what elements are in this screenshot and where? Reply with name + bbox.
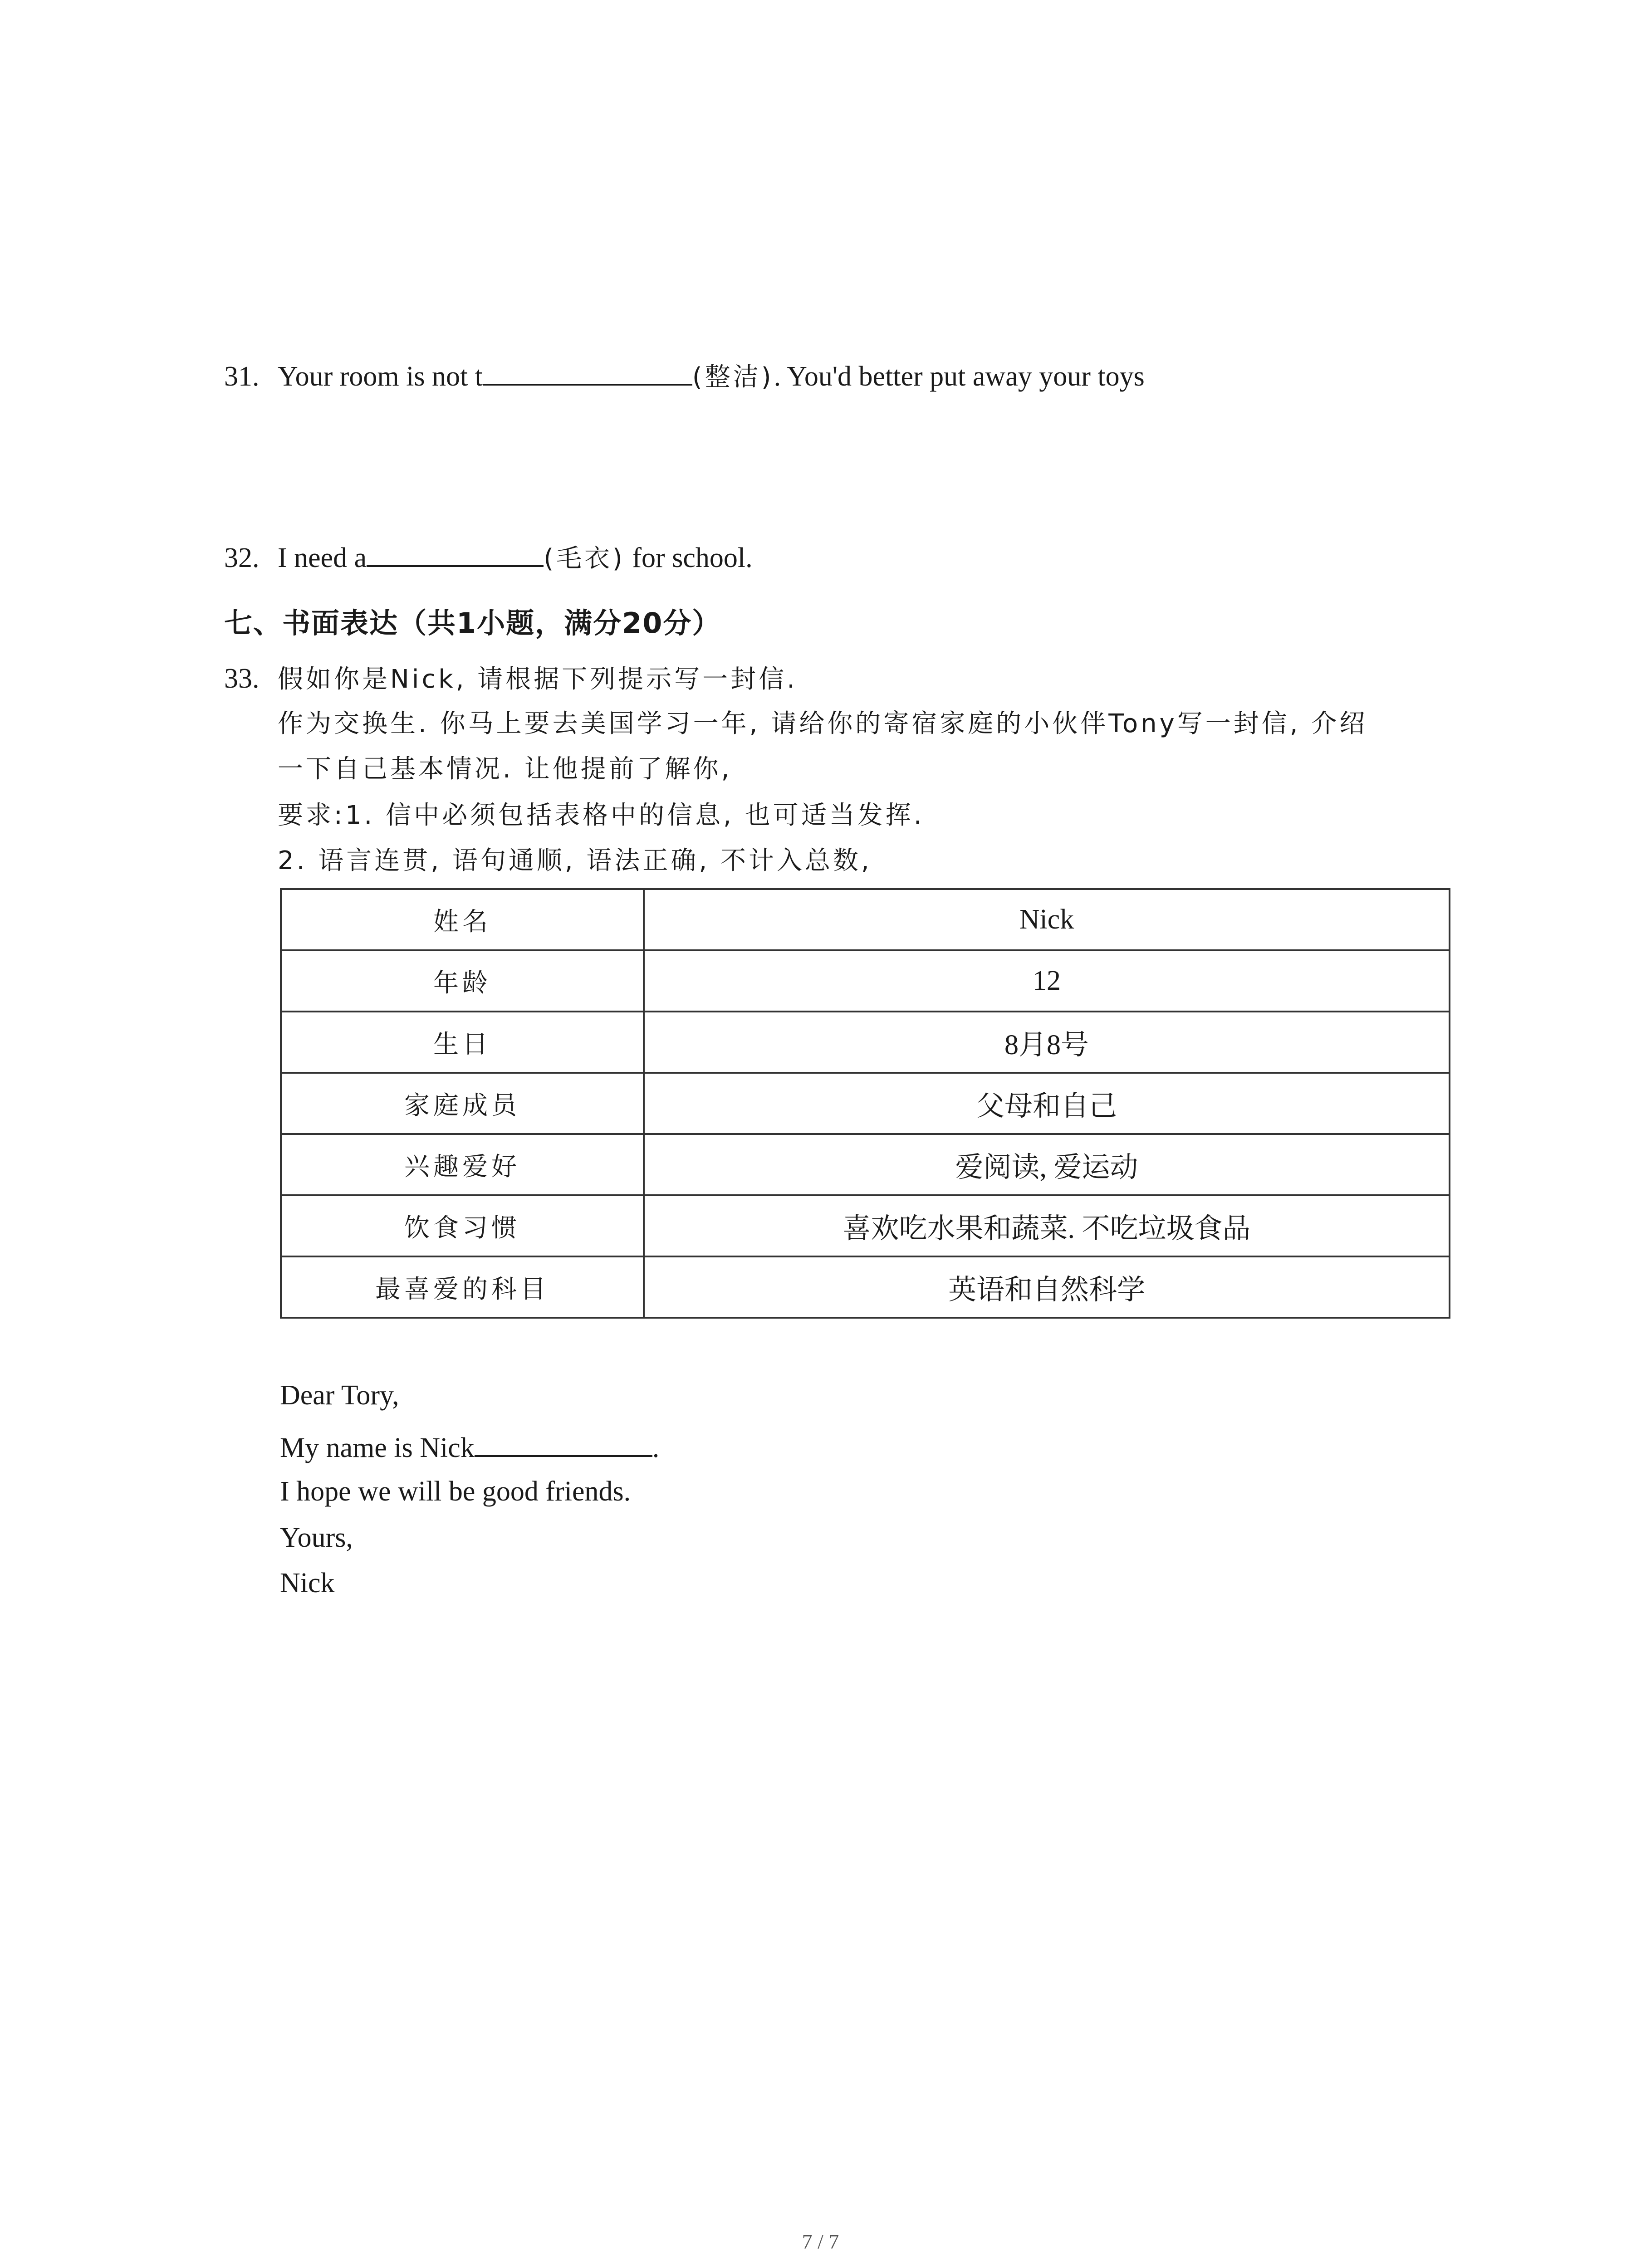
question-31 (224, 357, 1145, 396)
question-text: . You'd better put away your toys (774, 361, 1145, 392)
hint-text: (整洁) (692, 362, 774, 392)
table-key: 年龄 (281, 950, 644, 1012)
table-key: 饮食习惯 (281, 1195, 644, 1256)
table-row (281, 950, 1450, 1012)
question-number: 32. (224, 543, 260, 573)
question-32 (224, 538, 753, 577)
table-key: 兴趣爱好 (281, 1134, 644, 1195)
section-heading: 七、书面表达（共1小题，满分20分） (224, 606, 721, 640)
letter-line-1 (280, 1428, 659, 1466)
question-33-intro (224, 660, 798, 698)
table-key: 生日 (281, 1012, 644, 1073)
requirement-2: 2. 语言连贯, 语句通顺, 语法正确, 不计入总数, (278, 846, 872, 875)
question-text: Your room is not t (278, 361, 483, 392)
table-row (281, 1195, 1450, 1256)
table-value: 12 (644, 950, 1450, 1012)
table-row (281, 1256, 1450, 1318)
table-value: 爱阅读, 爱运动 (644, 1134, 1450, 1195)
question-number: 31. (224, 361, 260, 392)
table-key: 家庭成员 (281, 1073, 644, 1134)
table-value: 喜欢吃水果和蔬菜. 不吃垃圾食品 (644, 1195, 1450, 1256)
table-value: 父母和自己 (644, 1073, 1450, 1134)
table-value: 英语和自然科学 (644, 1256, 1450, 1318)
hint-text: (毛衣) (544, 544, 625, 573)
letter-text: . (652, 1432, 660, 1463)
table-value: Nick (644, 889, 1450, 950)
table-row (281, 1134, 1450, 1195)
question-number: 33. (224, 663, 260, 694)
table-row (281, 1073, 1450, 1134)
letter-closing: Yours, (280, 1522, 353, 1553)
table-key: 最喜爱的科目 (281, 1256, 644, 1318)
letter-text: My name is Nick (280, 1432, 475, 1463)
info-table (280, 888, 1450, 1319)
table-value: 8月8号 (644, 1012, 1450, 1073)
letter-signature: Nick (280, 1568, 335, 1598)
answer-blank[interactable] (367, 538, 544, 567)
page-number: 7 / 7 (802, 2230, 839, 2253)
question-text: 假如你是Nick, 请根据下列提示写一封信. (278, 665, 798, 694)
question-33-line: 作为交换生. 你马上要去美国学习一年, 请给你的寄宿家庭的小伙伴Tony写一封信, 介绍 (278, 709, 1368, 738)
question-33-line: 一下自己基本情况. 让他提前了解你, (278, 754, 732, 784)
requirement-1: 要求:1. 信中必须包括表格中的信息, 也可适当发挥. (278, 801, 925, 830)
letter-line-2: I hope we will be good friends. (280, 1476, 631, 1507)
table-row (281, 889, 1450, 950)
answer-blank[interactable] (475, 1428, 652, 1457)
table-row (281, 1012, 1450, 1073)
question-text: I need a (278, 543, 367, 573)
letter-greeting: Dear Tory, (280, 1380, 399, 1411)
answer-blank[interactable] (483, 357, 692, 386)
table-key: 姓名 (281, 889, 644, 950)
question-text: for school. (625, 543, 753, 573)
